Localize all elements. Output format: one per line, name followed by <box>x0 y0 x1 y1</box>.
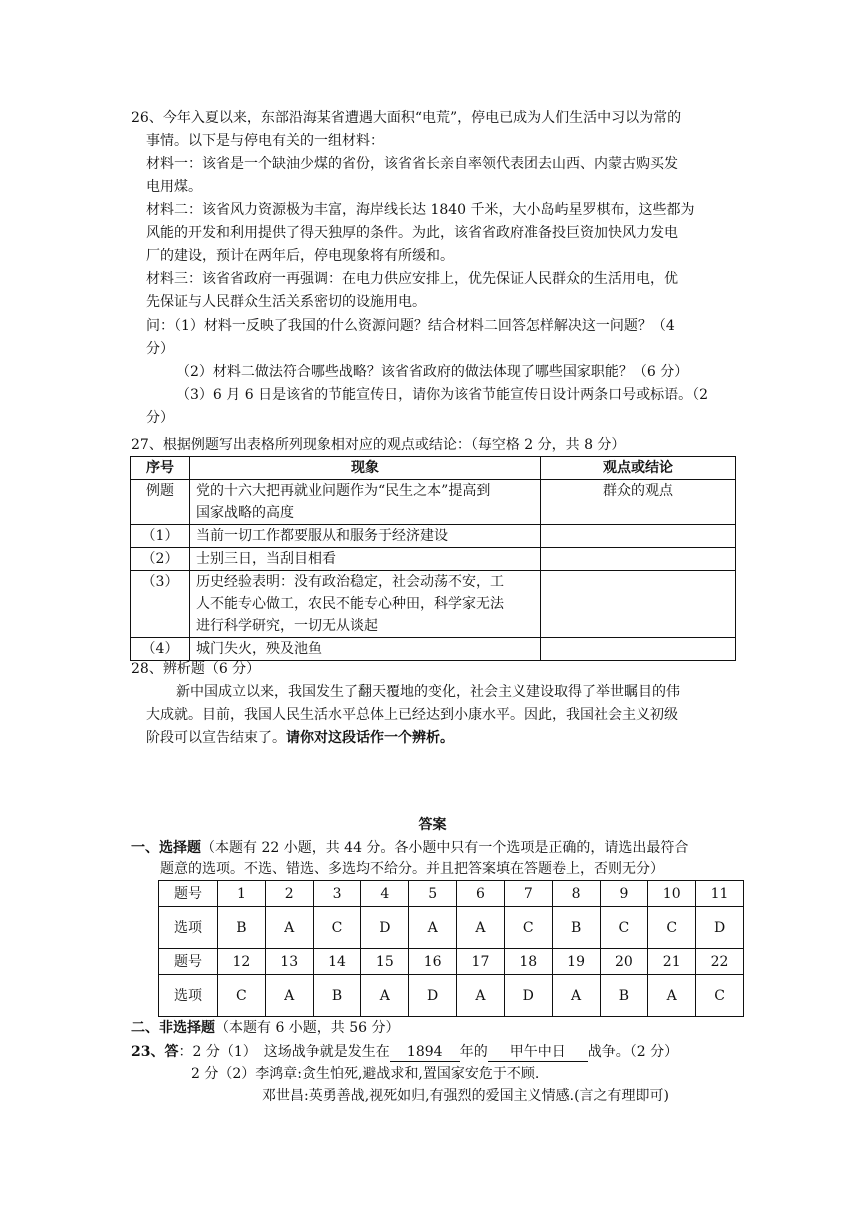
answer-opt: A <box>457 975 505 1017</box>
q26-ask-3-line-2: 分） <box>146 410 174 426</box>
answer-num: 7 <box>504 881 552 907</box>
section-1-label: 一、选择题 <box>131 840 201 856</box>
q27-header-phenomenon: 现象 <box>190 457 541 480</box>
answer-opt: A <box>265 975 313 1017</box>
answer-opt: A <box>648 975 696 1017</box>
table-row <box>131 480 736 525</box>
q27-row-conclusion: 群众的观点 <box>541 480 736 525</box>
answer-opt-label: 选项 <box>159 907 218 949</box>
q27-row-phenomenon <box>190 548 541 571</box>
q26-ask-1-line-1: 问：（1）材料一反映了我国的什么资源问题？结合材料二回答怎样解决这一问题？（4 <box>146 318 675 334</box>
answer-opt-label: 选项 <box>159 975 218 1017</box>
answer-num: 19 <box>552 949 600 975</box>
answers-section-2 <box>131 1018 400 1038</box>
answer-num: 16 <box>409 949 457 975</box>
answer-opt: D <box>696 907 744 949</box>
answer-opt: A <box>552 975 600 1017</box>
q27-header-conclusion: 观点或结论 <box>541 457 736 480</box>
answer-opt: B <box>552 907 600 949</box>
answers-section-1 <box>131 838 688 858</box>
answer-num: 21 <box>648 949 696 975</box>
q26-ask-1-line-2: 分） <box>146 341 174 357</box>
answer-num-label: 题号 <box>159 949 218 975</box>
answer-opt: C <box>218 975 266 1017</box>
q28-line-2: 大成就。目前，我国人民生活水平总体上已经达到小康水平。因此，我国社会主义初级 <box>146 707 678 723</box>
answer-num: 15 <box>361 949 409 975</box>
answer-num: 17 <box>457 949 505 975</box>
answer-opt: A <box>265 907 313 949</box>
answer-opt: D <box>361 907 409 949</box>
q26-material-3-line-2: 先保证与人民群众生活关系密切的设施用电。 <box>146 294 426 310</box>
q26-material-2-line-1: 材料二：该省风力资源极为丰富，海岸线长达 1840 千米，大小岛屿星罗棋布，这些都为 <box>146 202 695 218</box>
q27-row-phenomenon <box>190 571 541 638</box>
answer-opt: B <box>218 907 266 949</box>
answer-num: 13 <box>265 949 313 975</box>
answer-23-mid: 年的 <box>459 1044 488 1060</box>
table-row <box>159 881 744 907</box>
section-1-desc-1: （本题有 22 小题，共 44 分。各小题中只有一个选项是正确的，请选出最符合 <box>201 840 689 856</box>
q27-row-no: （3） <box>131 571 190 638</box>
q27-row-phenomenon-line: 党的十六大把再就业问题作为“民生之本”提高到 <box>196 483 491 499</box>
q27-row-conclusion <box>541 571 736 638</box>
answer-opt: C <box>648 907 696 949</box>
q28-instruction: 请你对这段话作一个辨析。 <box>286 730 454 746</box>
answer-num: 10 <box>648 881 696 907</box>
q27-row-conclusion <box>541 525 736 548</box>
answer-23-line-1 <box>131 1042 678 1062</box>
answer-num: 4 <box>361 881 409 907</box>
answer-23-blank-year: 1894 <box>390 1043 460 1062</box>
q26-material-2-line-2: 风能的开发和利用提供了得天独厚的条件。为此，该省省政府准备投巨资加快风力发电 <box>146 225 678 241</box>
answer-num: 8 <box>552 881 600 907</box>
answer-opt: A <box>457 907 505 949</box>
answer-opt: C <box>696 975 744 1017</box>
answer-num-label: 题号 <box>159 881 218 907</box>
answer-23-label: 23、答 <box>131 1044 179 1060</box>
answer-opt: B <box>313 975 361 1017</box>
q26-material-1-line-2: 电用煤。 <box>146 179 202 195</box>
answer-opt: D <box>409 975 457 1017</box>
answer-opt: C <box>600 907 648 949</box>
answer-23-blank-war: 甲午中日 <box>488 1043 588 1062</box>
answer-num: 2 <box>265 881 313 907</box>
table-row <box>159 949 744 975</box>
q27-row-conclusion <box>541 548 736 571</box>
q28-line-3-text: 阶段可以宣告结束了。 <box>146 730 286 746</box>
q27-header-row <box>131 457 736 480</box>
answer-num: 14 <box>313 949 361 975</box>
answer-opt: D <box>504 975 552 1017</box>
answer-23-prefix: 2 分（1） 这场战争就是发生在 <box>192 1044 390 1060</box>
q27-title: 27、根据例题写出表格所列现象相对应的观点或结论：（每空格 2 分，共 8 分） <box>131 437 626 453</box>
answer-opt: A <box>361 975 409 1017</box>
table-row <box>131 571 736 638</box>
q26-ask-3-line-1: （3）6 月 6 日是该省的节能宣传日，请你为该省节能宣传日设计两条口号或标语。（2 <box>176 387 708 403</box>
answers-heading: 答案 <box>418 817 447 833</box>
q27-row-phenomenon-line: 历史经验表明：没有政治稳定，社会动荡不安，工 <box>196 574 504 590</box>
answer-opt: B <box>600 975 648 1017</box>
answer-num: 20 <box>600 949 648 975</box>
table-row <box>131 548 736 571</box>
answer-opt: C <box>504 907 552 949</box>
answer-num: 5 <box>409 881 457 907</box>
q26-material-3-line-1: 材料三：该省省政府一再强调：在电力供应安排上，优先保证人民群众的生活用电，优 <box>146 271 678 287</box>
table-row <box>131 638 736 661</box>
answer-opt: C <box>313 907 361 949</box>
answer-23-suffix: 战争。（2 分） <box>587 1044 679 1060</box>
q28-title: 28、辨析题（6 分） <box>131 661 261 677</box>
table-row <box>159 907 744 949</box>
q26-line-1: 26、今年入夏以来，东部沿海某省遭遇大面积“电荒”，停电已成为人们生活中习以为常的 <box>131 110 682 126</box>
answer-num: 22 <box>696 949 744 975</box>
q28-line-3 <box>146 728 454 748</box>
q27-row-no: （2） <box>131 548 190 571</box>
q27-row-phenomenon <box>190 525 541 548</box>
q27-row-phenomenon-line: 国家战略的高度 <box>196 505 294 521</box>
q27-row-no: 例题 <box>131 480 190 525</box>
answer-table <box>158 880 744 1017</box>
section-2-label: 二、非选择题 <box>131 1020 215 1036</box>
q27-row-conclusion <box>541 638 736 661</box>
q27-row-phenomenon-line: 当前一切工作都要服从和服务于经济建设 <box>196 528 448 544</box>
q27-row-phenomenon-line: 进行科学研究，一切无从谈起 <box>196 618 378 634</box>
q27-row-no: （4） <box>131 638 190 661</box>
q27-row-no: （1） <box>131 525 190 548</box>
q26-material-2-line-3: 厂的建设，预计在两年后，停电现象将有所缓和。 <box>146 248 454 264</box>
section-2-desc: （本题有 6 小题，共 56 分） <box>215 1020 400 1036</box>
section-1-desc-2: 题意的选项。不选、错选、多选均不给分。并且把答案填在答题卷上，否则无分） <box>160 861 664 877</box>
answer-23-line-3: 邓世昌:英勇善战,视死如归,有强烈的爱国主义情感.(言之有理即可) <box>262 1088 669 1104</box>
q27-row-phenomenon-line: 士别三日，当刮目相看 <box>196 551 336 567</box>
answer-23-colon: ： <box>178 1044 193 1060</box>
table-row <box>159 975 744 1017</box>
answer-num: 12 <box>218 949 266 975</box>
table-row <box>131 525 736 548</box>
answer-num: 3 <box>313 881 361 907</box>
answer-num: 11 <box>696 881 744 907</box>
answer-num: 6 <box>457 881 505 907</box>
q28-line-1: 新中国成立以来，我国发生了翻天覆地的变化，社会主义建设取得了举世瞩目的伟 <box>176 684 680 700</box>
q27-row-phenomenon <box>190 480 541 525</box>
answer-opt: A <box>409 907 457 949</box>
q26-ask-2: （2）材料二做法符合哪些战略？该省省政府的做法体现了哪些国家职能？（6 分） <box>176 364 689 380</box>
q26-material-1-line-1: 材料一：该省是一个缺油少煤的省份，该省省长亲自率领代表团去山西、内蒙古购买发 <box>146 156 678 172</box>
answer-num: 1 <box>218 881 266 907</box>
q27-row-phenomenon-line: 城门失火，殃及池鱼 <box>196 641 322 657</box>
q27-row-phenomenon-line: 人不能专心做工，农民不能专心种田，科学家无法 <box>196 596 504 612</box>
answer-num: 9 <box>600 881 648 907</box>
q26-line-2: 事情。以下是与停电有关的一组材料： <box>146 133 384 149</box>
q27-row-phenomenon <box>190 638 541 661</box>
answer-23-line-2: 2 分（2）李鸿章:贪生怕死,避战求和,置国家安危于不顾. <box>191 1066 540 1082</box>
q27-header-no: 序号 <box>131 457 190 480</box>
q27-table <box>130 456 736 661</box>
answer-num: 18 <box>504 949 552 975</box>
